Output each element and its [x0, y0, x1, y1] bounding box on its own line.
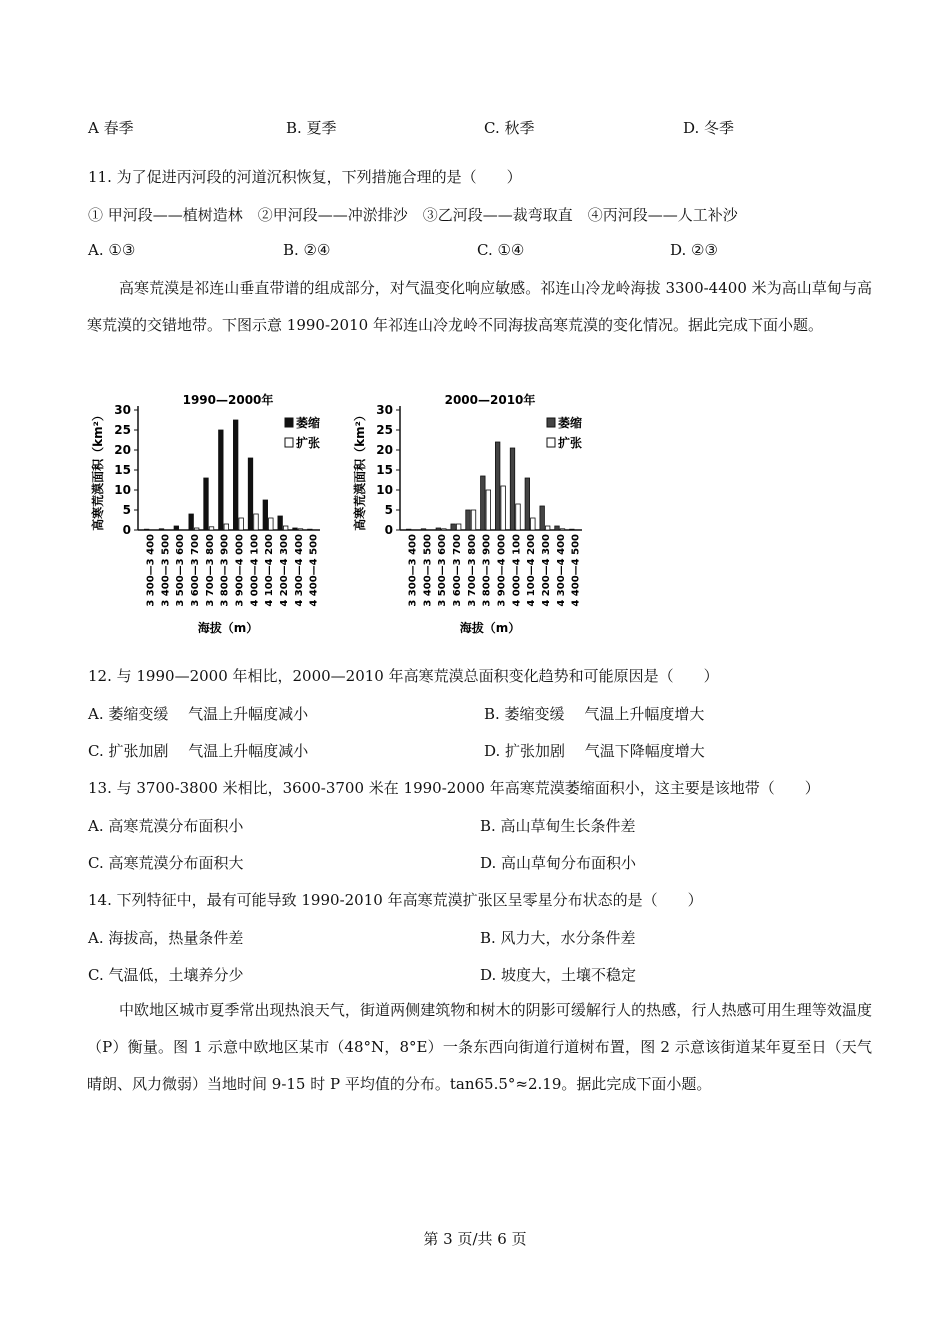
bar-shrink [570, 529, 575, 530]
x-tick-label: 3 400—3 500 [422, 534, 434, 607]
q12-stem: 12. 与 1990—2000 年相比，2000—2010 年高寒荒漠总面积变化趋势和可能原因是（ ） [88, 667, 719, 685]
bar-shrink [451, 524, 456, 530]
q10-option-b: B. 夏季 [286, 119, 337, 137]
bar-shrink [495, 442, 500, 530]
q14-option-a: A. 海拔高，热量条件差 [88, 929, 244, 947]
bar-shrink [233, 420, 238, 530]
x-tick-label: 3 500—3 600 [437, 534, 449, 607]
page-footer: 第 3 页/共 6 页 [423, 1230, 527, 1248]
bar-expand [456, 524, 461, 530]
y-tick-label: 20 [114, 443, 131, 457]
x-tick-label: 3 600—3 700 [451, 534, 463, 607]
y-tick-label: 30 [114, 403, 131, 417]
x-tick-label: 4 300—4 400 [555, 534, 567, 607]
y-tick-label: 0 [384, 523, 393, 537]
x-tick-label: 3 300—3 400 [145, 534, 157, 607]
passage-alpine-desert: 高寒荒漠是祁连山垂直带谱的组成部分，对气温变化响应敏感。祁连山冷龙岭海拔 3300-4400 米为高山草甸与高寒荒漠的交错地带。下图示意 1990-2010 年祁连山冷龙岭不同海拔高寒荒漠的变化情况。据此完成下面小题。 [87, 279, 872, 334]
chart-1990-2000 [90, 392, 320, 635]
q11-option-c: C. ①④ [477, 241, 525, 259]
y-tick-label: 0 [122, 523, 131, 537]
q11-stem: 11. 为了促进丙河段的河道沉积恢复，下列措施合理的是（ ） [88, 168, 522, 186]
q13-option-d: D. 高山草甸分布面积小 [480, 854, 637, 872]
y-axis-label: 高寒荒漠面积（km²） [91, 409, 105, 531]
bar-expand [545, 526, 550, 530]
bar-shrink [421, 529, 426, 530]
bar-shrink [174, 526, 179, 530]
q11-option-d: D. ②③ [670, 241, 718, 259]
q13-option-c: C. 高寒荒漠分布面积大 [88, 854, 244, 872]
q13-stem: 13. 与 3700-3800 米相比，3600-3700 米在 1990-2000 年高寒荒漠萎缩面积小，这主要是该地带（ ） [88, 779, 820, 797]
bar-shrink [159, 529, 164, 530]
bar-expand [471, 510, 476, 530]
q10-option-c: C. 秋季 [484, 119, 535, 137]
x-tick-label: 4 200—4 300 [278, 534, 290, 607]
y-tick-label: 15 [114, 463, 131, 477]
legend-label: 萎缩 [558, 416, 583, 430]
q13-option-b: B. 高山草甸生长条件差 [480, 817, 636, 835]
x-tick-label: 4 100—4 200 [526, 534, 538, 607]
x-tick-label: 3 700—3 800 [204, 534, 216, 607]
bar-expand [501, 486, 506, 530]
bar-expand [531, 518, 536, 530]
bar-shrink [510, 448, 515, 530]
x-axis-label: 海拔（m） [197, 621, 259, 635]
bar-expand [486, 490, 491, 530]
q11-option-b: B. ②④ [283, 241, 331, 259]
x-tick-label: 3 400—3 500 [160, 534, 172, 607]
bar-expand [298, 529, 303, 530]
bar-expand [239, 518, 244, 530]
bar-shrink [219, 430, 224, 530]
q11-option-a: A. ①③ [88, 241, 136, 259]
bar-shrink [406, 529, 411, 530]
x-tick-label: 3 800—3 900 [481, 534, 493, 607]
q12-option-a: A. 萎缩变缓 气温上升幅度减小 [88, 705, 309, 723]
y-tick-label: 5 [122, 503, 131, 517]
legend-label: 扩张 [558, 436, 583, 450]
chart-title: 2000—2010年 [444, 393, 536, 407]
x-tick-label: 4 200—4 300 [540, 534, 552, 607]
legend-label: 萎缩 [296, 416, 321, 430]
passage-heat-wave: 中欧地区城市夏季常出现热浪天气，街道两侧建筑物和树木的阴影可缓解行人的热感，行人热感可用生理等效温度（P）衡量。图 1 示意中欧地区某市（48°N，8°E）一条东西向街道行道树布置，图 2 示意该街道某年夏至日（天气晴朗、风力微弱）当地时间 9-15 时 P 平均值的分布。tan65.5°≈2.19。据此完成下面小题。 [87, 1001, 872, 1093]
y-tick-label: 20 [376, 443, 393, 457]
alpine-desert-charts [88, 388, 628, 648]
x-tick-label: 3 900—4 000 [496, 534, 508, 607]
bar-shrink [525, 478, 530, 530]
bar-shrink [555, 526, 560, 530]
bar-shrink [293, 528, 298, 530]
bar-shrink [144, 529, 149, 530]
legend-label: 扩张 [296, 436, 321, 450]
x-tick-label: 3 900—4 000 [234, 534, 246, 607]
q12-option-d: D. 扩张加剧 气温下降幅度增大 [484, 742, 705, 760]
bar-shrink [481, 476, 486, 530]
y-tick-label: 30 [376, 403, 393, 417]
q10-option-d: D. 冬季 [683, 119, 735, 137]
y-tick-label: 10 [114, 483, 131, 497]
bar-expand [254, 514, 259, 530]
x-tick-label: 3 300—3 400 [407, 534, 419, 607]
bar-shrink [189, 514, 194, 530]
bar-shrink [263, 500, 268, 530]
bar-expand [560, 529, 565, 530]
x-tick-label: 4 100—4 200 [264, 534, 276, 607]
bar-expand [516, 504, 521, 530]
x-tick-label: 3 800—3 900 [219, 534, 231, 607]
x-tick-label: 4 400—4 500 [308, 534, 320, 607]
chart-2000-2010 [352, 392, 582, 635]
q13-option-a: A. 高寒荒漠分布面积小 [88, 817, 244, 835]
bar-shrink [466, 510, 471, 530]
bar-expand [194, 528, 199, 530]
legend-swatch [547, 438, 555, 447]
q14-option-c: C. 气温低，土壤养分少 [88, 966, 244, 984]
q14-stem: 14. 下列特征中，最有可能导致 1990-2010 年高寒荒漠扩张区呈零星分布状态的是（ ） [88, 891, 703, 909]
bar-expand [269, 518, 274, 530]
bar-shrink [248, 458, 253, 530]
chart-title: 1990—2000年 [182, 393, 274, 407]
legend-swatch [285, 438, 293, 447]
q14-option-d: D. 坡度大，土壤不稳定 [480, 966, 637, 984]
bar-expand [283, 526, 288, 530]
q14-option-b: B. 风力大，水分条件差 [480, 929, 636, 947]
bar-expand [442, 529, 447, 530]
y-tick-label: 25 [114, 423, 131, 437]
y-tick-label: 25 [376, 423, 393, 437]
x-tick-label: 4 000—4 100 [511, 534, 523, 607]
y-tick-label: 10 [376, 483, 393, 497]
y-tick-label: 15 [376, 463, 393, 477]
q11-measures: ① 甲河段——植树造林 ②甲河段——冲淤排沙 ③乙河段——裁弯取直 ④丙河段——人工补沙 [88, 206, 738, 224]
x-tick-label: 3 500—3 600 [175, 534, 187, 607]
bar-shrink [436, 528, 441, 530]
y-tick-label: 5 [384, 503, 393, 517]
bar-expand [224, 524, 229, 530]
legend-swatch [285, 418, 293, 427]
bar-shrink [204, 478, 209, 530]
q12-option-b: B. 萎缩变缓 气温上升幅度增大 [484, 705, 705, 723]
y-axis-label: 高寒荒漠面积（km²） [353, 409, 367, 531]
x-tick-label: 4 300—4 400 [293, 534, 305, 607]
q10-option-a: A 春季 [88, 119, 134, 137]
x-tick-label: 4 400—4 500 [570, 534, 582, 607]
bar-expand [209, 527, 214, 530]
x-tick-label: 3 600—3 700 [189, 534, 201, 607]
bar-shrink [308, 529, 313, 530]
q12-option-c: C. 扩张加剧 气温上升幅度减小 [88, 742, 309, 760]
x-axis-label: 海拔（m） [459, 621, 521, 635]
x-tick-label: 4 000—4 100 [249, 534, 261, 607]
legend-swatch [547, 418, 555, 427]
bar-shrink [540, 506, 545, 530]
x-tick-label: 3 700—3 800 [466, 534, 478, 607]
bar-shrink [278, 516, 283, 530]
